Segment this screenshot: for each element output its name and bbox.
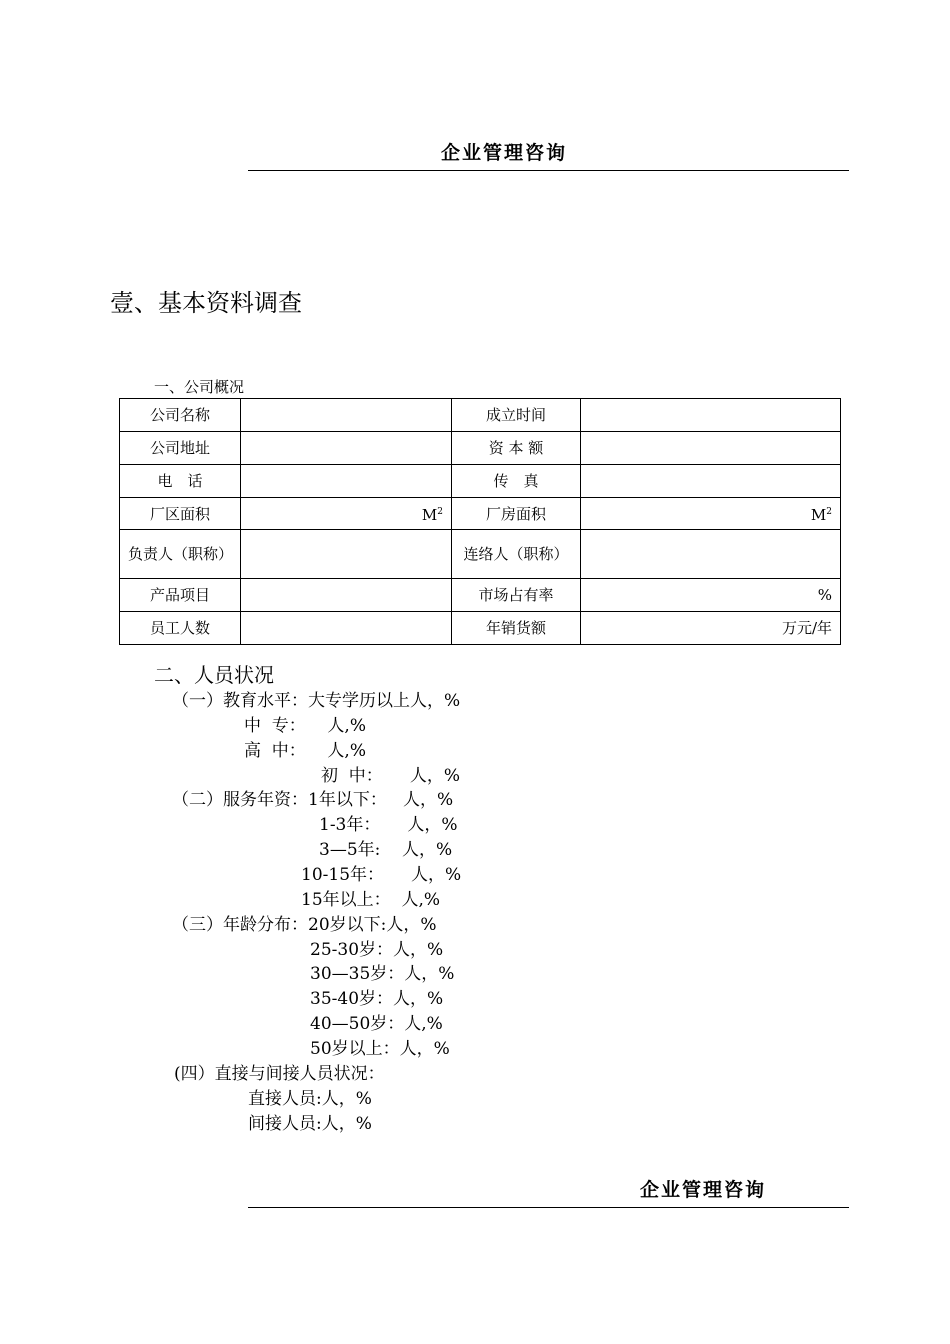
list-item: 间接人员:人，% [248, 1114, 372, 1134]
input-phone[interactable] [241, 465, 452, 498]
label-phone: 电 话 [120, 465, 241, 498]
list-item: （一）教育水平：大专学历以上人，% [172, 691, 461, 711]
list-item: （二）服务年资：1年以下： 人，% [172, 790, 454, 810]
label-contact-person: 连络人（职称） [452, 530, 581, 579]
unit-sup: 2 [437, 507, 443, 517]
label-company-name: 公司名称 [120, 399, 241, 432]
unit-m: M [421, 506, 438, 524]
list-item: 40—50岁：人,% [310, 1014, 443, 1034]
input-products[interactable] [241, 579, 452, 612]
table-row [120, 530, 841, 579]
input-contact-person[interactable] [581, 530, 841, 579]
label-person-in-charge: 负责人（职称） [120, 530, 241, 579]
input-employee-count[interactable] [241, 612, 452, 645]
table-row [120, 498, 841, 530]
label-site-area: 厂区面积 [120, 498, 241, 530]
input-company-address[interactable] [241, 432, 452, 465]
personnel-title: 二、人员状况 [154, 663, 274, 687]
footer-title: 企业管理咨询 [640, 1179, 767, 1201]
list-item: 中 专： 人,% [244, 716, 366, 736]
label-plant-area: 厂房面积 [452, 498, 581, 530]
list-item: 35-40岁：人，% [310, 989, 444, 1009]
list-item: 10-15年： 人，% [301, 865, 462, 885]
list-item: 15年以上： 人,% [301, 890, 440, 910]
footer-rule [248, 1207, 849, 1208]
label-capital: 资 本 额 [452, 432, 581, 465]
label-fax: 传 真 [452, 465, 581, 498]
table-row [120, 432, 841, 465]
input-plant-area[interactable] [581, 498, 841, 530]
list-item: 初 中： 人，% [321, 766, 460, 786]
label-products: 产品项目 [120, 579, 241, 612]
table-row [120, 399, 841, 432]
header-rule [248, 170, 849, 171]
unit-m: M [810, 506, 827, 524]
input-market-share[interactable]: % [581, 579, 841, 612]
label-employee-count: 员工人数 [120, 612, 241, 645]
list-item: （三）年龄分布：20岁以下:人，% [172, 915, 437, 935]
input-fax[interactable] [581, 465, 841, 498]
list-item: 高 中： 人,% [244, 741, 366, 761]
list-item: (四）直接与间接人员状况： [174, 1064, 385, 1084]
list-item: 1-3年： 人，% [319, 815, 458, 835]
header-title: 企业管理咨询 [441, 142, 568, 164]
list-item: 50岁以上：人，% [310, 1039, 450, 1059]
label-annual-sales: 年销货额 [452, 612, 581, 645]
list-item: 30—35岁：人，% [310, 964, 455, 984]
unit-sup: 2 [826, 507, 832, 517]
table-row [120, 465, 841, 498]
table-row [120, 612, 841, 645]
input-annual-sales[interactable]: 万元/年 [581, 612, 841, 645]
company-overview-title: 一、公司概况 [154, 378, 245, 396]
input-founded-date[interactable] [581, 399, 841, 432]
input-company-name[interactable] [241, 399, 452, 432]
label-company-address: 公司地址 [120, 432, 241, 465]
section-title: 壹、基本资料调查 [110, 289, 302, 317]
input-site-area[interactable] [241, 498, 452, 530]
company-info-table [119, 398, 841, 645]
list-item: 25-30岁：人，% [310, 940, 444, 960]
label-market-share: 市场占有率 [452, 579, 581, 612]
label-founded-date: 成立时间 [452, 399, 581, 432]
input-capital[interactable] [581, 432, 841, 465]
table-row [120, 579, 841, 612]
input-person-in-charge[interactable] [241, 530, 452, 579]
list-item: 直接人员:人，% [248, 1089, 372, 1109]
list-item: 3—5年: 人，% [319, 840, 453, 860]
